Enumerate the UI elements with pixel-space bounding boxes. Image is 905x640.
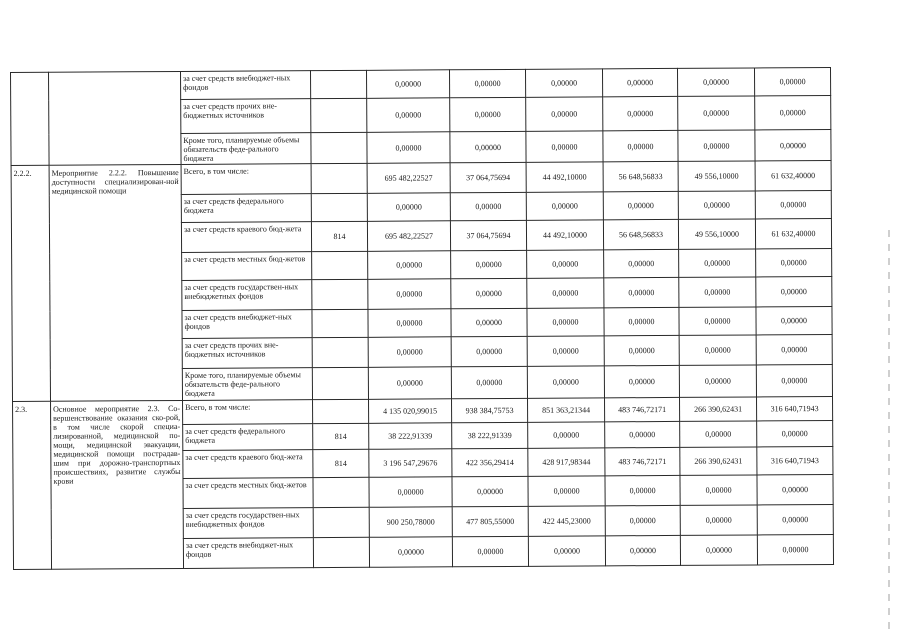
admin-code-cell [313, 477, 369, 507]
amount-cell: 0,00000 [757, 474, 833, 504]
funding-source-cell: Всего, в том числе: [181, 164, 311, 195]
amount-cell: 0,00000 [678, 96, 755, 130]
admin-code-cell [313, 399, 369, 423]
funding-source-cell: за счет средств государствен-ных внебюджетных фондов [182, 280, 312, 311]
amount-cell: 0,00000 [527, 278, 604, 308]
amount-cell: 0,00000 [605, 421, 680, 447]
amount-cell: 0,00000 [755, 95, 831, 129]
amount-cell: 422 356,29414 [452, 448, 528, 476]
admin-code-cell [312, 309, 368, 337]
amount-cell: 0,00000 [368, 309, 451, 338]
amount-cell: 0,00000 [604, 277, 679, 307]
funding-source-cell: за счет средств внебюджет-ных фондов [180, 71, 310, 100]
amount-cell: 0,00000 [603, 191, 678, 219]
amount-cell: 0,00000 [368, 279, 451, 310]
amount-cell: 0,00000 [756, 248, 832, 276]
measure-title-cell [49, 71, 182, 165]
funding-source-cell: за счет средств краевого бюд-жета [181, 222, 311, 253]
admin-code-cell [312, 279, 368, 309]
amount-cell: 49 556,10000 [678, 161, 755, 191]
amount-cell: 37 064,75694 [450, 162, 526, 192]
amount-cell: 4 135 020,99015 [369, 399, 452, 424]
amount-cell: 38 222,91339 [452, 422, 528, 448]
amount-cell: 0,00000 [679, 277, 756, 307]
amount-cell: 0,00000 [527, 336, 604, 366]
amount-cell: 0,00000 [450, 192, 526, 220]
amount-cell: 0,00000 [679, 307, 756, 335]
admin-code-cell [311, 98, 367, 132]
funding-source-cell: за счет средств прочих вне-бюджетных источников [182, 338, 312, 369]
amount-cell: 0,00000 [451, 278, 527, 308]
amount-cell: 0,00000 [604, 307, 679, 335]
amount-cell: 0,00000 [525, 69, 602, 97]
amount-cell: 0,00000 [528, 476, 605, 506]
amount-cell: 851 363,21344 [528, 398, 605, 422]
position-number-cell [11, 72, 50, 165]
amount-cell: 0,00000 [602, 68, 677, 96]
amount-cell: 0,00000 [526, 131, 603, 162]
amount-cell: 0,00000 [680, 535, 757, 565]
amount-cell: 0,00000 [756, 364, 832, 396]
amount-cell: 0,00000 [368, 367, 451, 400]
amount-cell: 61 632,40000 [755, 160, 831, 190]
amount-cell: 0,00000 [677, 68, 754, 96]
funding-source-cell: за счет средств внебюджет-ных фондов [182, 310, 312, 339]
amount-cell: 0,00000 [678, 130, 755, 161]
amount-cell: 0,00000 [604, 335, 679, 365]
amount-cell: 0,00000 [368, 251, 451, 280]
amount-cell: 0,00000 [755, 190, 831, 218]
amount-cell: 38 222,91339 [369, 423, 452, 450]
admin-code-cell [313, 507, 369, 537]
amount-cell: 266 390,62431 [680, 397, 757, 421]
amount-cell: 0,00000 [452, 476, 528, 506]
funding-source-cell: Всего, в том числе: [183, 400, 313, 425]
amount-cell: 0,00000 [368, 337, 451, 368]
amount-cell: 0,00000 [528, 422, 605, 448]
amount-cell: 0,00000 [680, 421, 757, 447]
amount-cell: 0,00000 [369, 477, 452, 508]
amount-cell: 49 556,10000 [678, 219, 755, 249]
amount-cell: 0,00000 [678, 191, 755, 219]
amount-cell: 0,00000 [367, 132, 450, 164]
admin-code-cell [312, 367, 368, 399]
amount-cell: 0,00000 [451, 366, 527, 398]
measure-title-cell: Мероприятие 2.2.2. Повышение доступности специализирован-ной медицинской помощи [49, 164, 182, 401]
position-number-cell: 2.2.2. [11, 165, 50, 401]
amount-cell: 938 384,75753 [452, 398, 528, 422]
amount-cell: 0,00000 [605, 475, 680, 505]
amount-cell: 422 445,23000 [528, 506, 605, 536]
amount-cell: 695 482,22527 [367, 163, 450, 194]
amount-cell: 0,00000 [451, 250, 527, 278]
amount-cell: 0,00000 [526, 97, 603, 131]
admin-code-cell [312, 251, 368, 279]
amount-cell: 0,00000 [367, 193, 450, 222]
amount-cell: 0,00000 [527, 308, 604, 336]
amount-cell: 44 492,10000 [526, 220, 603, 250]
amount-cell: 0,00000 [755, 129, 831, 160]
amount-cell: 56 648,56833 [603, 161, 678, 191]
amount-cell: 0,00000 [679, 249, 756, 277]
amount-cell: 0,00000 [679, 335, 756, 365]
amount-cell: 0,00000 [604, 365, 679, 397]
amount-cell: 695 482,22527 [367, 221, 450, 252]
amount-cell: 483 746,72171 [605, 447, 680, 475]
funding-source-cell: за счет средств федерального бюджета [181, 194, 311, 223]
amount-cell: 0,00000 [452, 536, 528, 566]
amount-cell: 0,00000 [756, 306, 832, 334]
funding-source-cell: за счет средств краевого бюд-жета [183, 450, 313, 479]
amount-cell: 900 250,78000 [369, 507, 452, 538]
admin-code-cell [311, 132, 367, 163]
amount-cell: 0,00000 [757, 504, 833, 534]
amount-cell: 0,00000 [756, 334, 832, 364]
amount-cell: 0,00000 [757, 534, 833, 564]
admin-code-cell [311, 193, 367, 221]
funding-source-cell: Кроме того, планируемые объемы обязательств феде-рального бюджета [182, 368, 312, 401]
funding-source-cell: за счет средств прочих вне-бюджетных источников [181, 99, 311, 134]
amount-cell: 316 640,71943 [757, 446, 833, 474]
amount-cell: 0,00000 [680, 505, 757, 535]
amount-cell: 0,00000 [754, 67, 830, 95]
amount-cell: 37 064,75694 [450, 220, 526, 250]
amount-cell: 0,00000 [603, 96, 678, 130]
amount-cell: 0,00000 [679, 365, 756, 397]
amount-cell: 0,00000 [450, 131, 526, 162]
amount-cell: 0,00000 [527, 250, 604, 278]
amount-cell: 0,00000 [366, 70, 449, 99]
amount-cell: 0,00000 [605, 535, 680, 565]
funding-source-cell: за счет средств внебюджет-ных фондов [183, 538, 313, 569]
amount-cell: 0,00000 [369, 537, 452, 568]
funding-source-cell: Кроме того, планируемые объемы обязательств феде-рального бюджета [181, 133, 311, 165]
amount-cell: 0,00000 [528, 536, 605, 566]
amount-cell: 0,00000 [680, 475, 757, 505]
funding-source-cell: за счет средств федерального бюджета [183, 424, 313, 451]
amount-cell: 44 492,10000 [526, 162, 603, 192]
amount-cell: 477 805,55000 [452, 506, 528, 536]
amount-cell: 0,00000 [526, 192, 603, 220]
amount-cell: 0,00000 [450, 97, 526, 131]
amount-cell: 266 390,62431 [680, 447, 757, 475]
amount-cell: 0,00000 [451, 336, 527, 366]
amount-cell: 3 196 547,29676 [369, 449, 452, 478]
measure-title-cell: Основное мероприятие 2.3. Со-вершенствование оказания ско-рой, в том числе скорой специа-лизированной, медицинской по-мощи, медицинской эвакуации, медицинской помощи пострадав-шим при дорожно-транспортных происшествиях, развитие службы крови [51, 400, 184, 569]
admin-code-cell [310, 70, 366, 98]
amount-cell: 0,00000 [367, 98, 450, 133]
funding-source-cell: за счет средств местных бюд-жетов [183, 478, 313, 509]
table-body [11, 67, 834, 569]
admin-code-cell [312, 337, 368, 367]
amount-cell: 0,00000 [604, 249, 679, 277]
amount-cell: 61 632,40000 [755, 218, 831, 248]
admin-code-cell: 814 [313, 449, 369, 477]
admin-code-cell: 814 [313, 423, 369, 449]
amount-cell: 0,00000 [527, 366, 604, 398]
position-number-cell: 2.3. [13, 401, 52, 569]
admin-code-cell: 814 [311, 221, 367, 251]
amount-cell: 0,00000 [756, 276, 832, 306]
budget-table [10, 67, 834, 570]
amount-cell: 0,00000 [757, 420, 833, 446]
amount-cell: 0,00000 [603, 130, 678, 161]
amount-cell: 0,00000 [449, 69, 525, 97]
funding-source-cell: за счет средств государствен-ных внебюджетных фондов [183, 508, 313, 539]
amount-cell: 56 648,56833 [603, 219, 678, 249]
amount-cell: 483 746,72171 [605, 397, 680, 421]
admin-code-cell [311, 163, 367, 193]
amount-cell: 0,00000 [605, 505, 680, 535]
admin-code-cell [313, 537, 369, 567]
amount-cell: 316 640,71943 [756, 396, 832, 420]
amount-cell: 428 917,98344 [528, 448, 605, 476]
funding-source-cell: за счет средств местных бюд-жетов [182, 252, 312, 281]
amount-cell: 0,00000 [451, 308, 527, 336]
scan-edge-dots [888, 230, 890, 630]
